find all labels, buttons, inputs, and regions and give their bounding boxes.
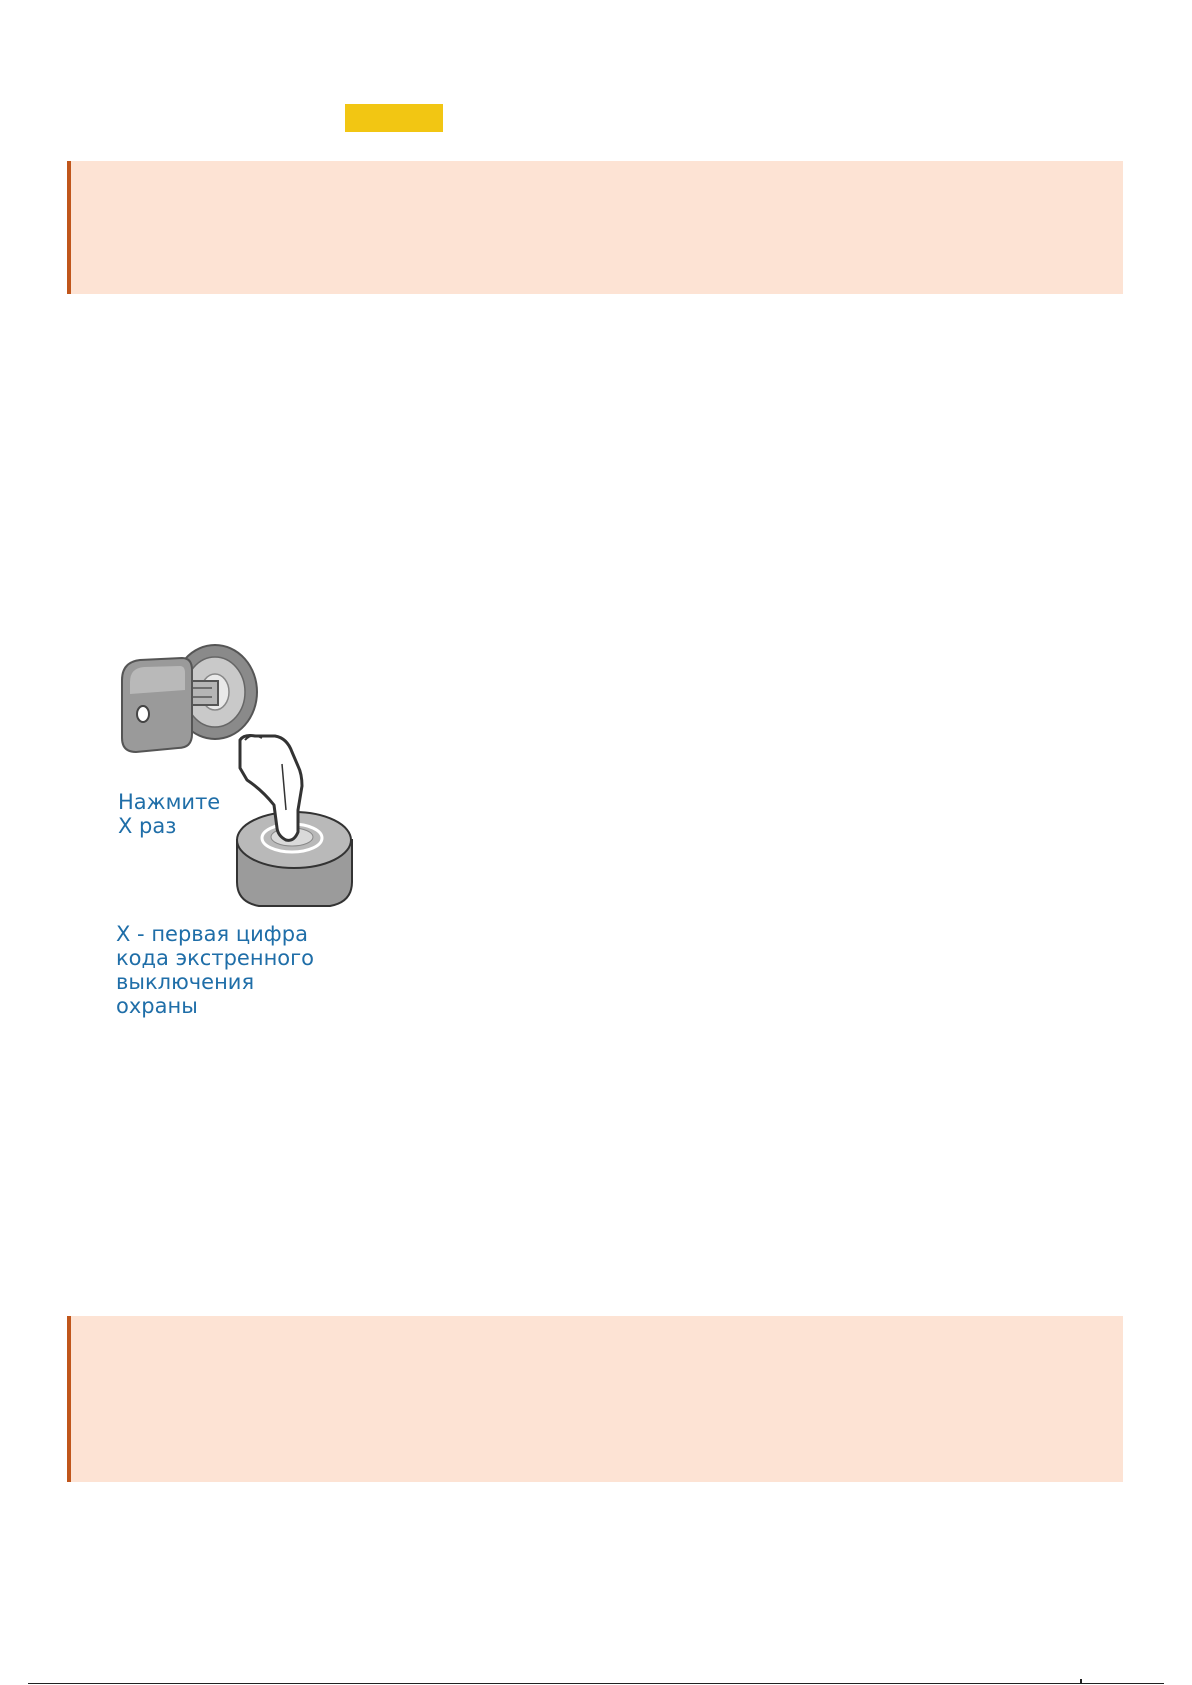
press-caption-line-2: X раз xyxy=(118,814,177,838)
key-in-lock-icon xyxy=(122,645,257,752)
note-box-bottom xyxy=(67,1316,1123,1482)
press-caption-line-1: Нажмите xyxy=(118,790,221,814)
code-caption xyxy=(116,922,314,1018)
footer-rule xyxy=(28,1683,1164,1684)
finger-press-button-icon xyxy=(237,735,352,906)
note-box-top xyxy=(67,161,1123,294)
code-caption-line-1: X - первая цифра xyxy=(116,922,308,946)
press-caption xyxy=(118,790,220,838)
code-caption-line-3: выключения xyxy=(116,970,255,994)
highlight-marker xyxy=(345,104,443,132)
footer-tick xyxy=(1080,1679,1082,1684)
code-caption-line-2: кода экстренного xyxy=(116,946,315,970)
code-caption-line-4: охраны xyxy=(116,994,198,1018)
emergency-disarm-illustration xyxy=(112,640,372,1040)
